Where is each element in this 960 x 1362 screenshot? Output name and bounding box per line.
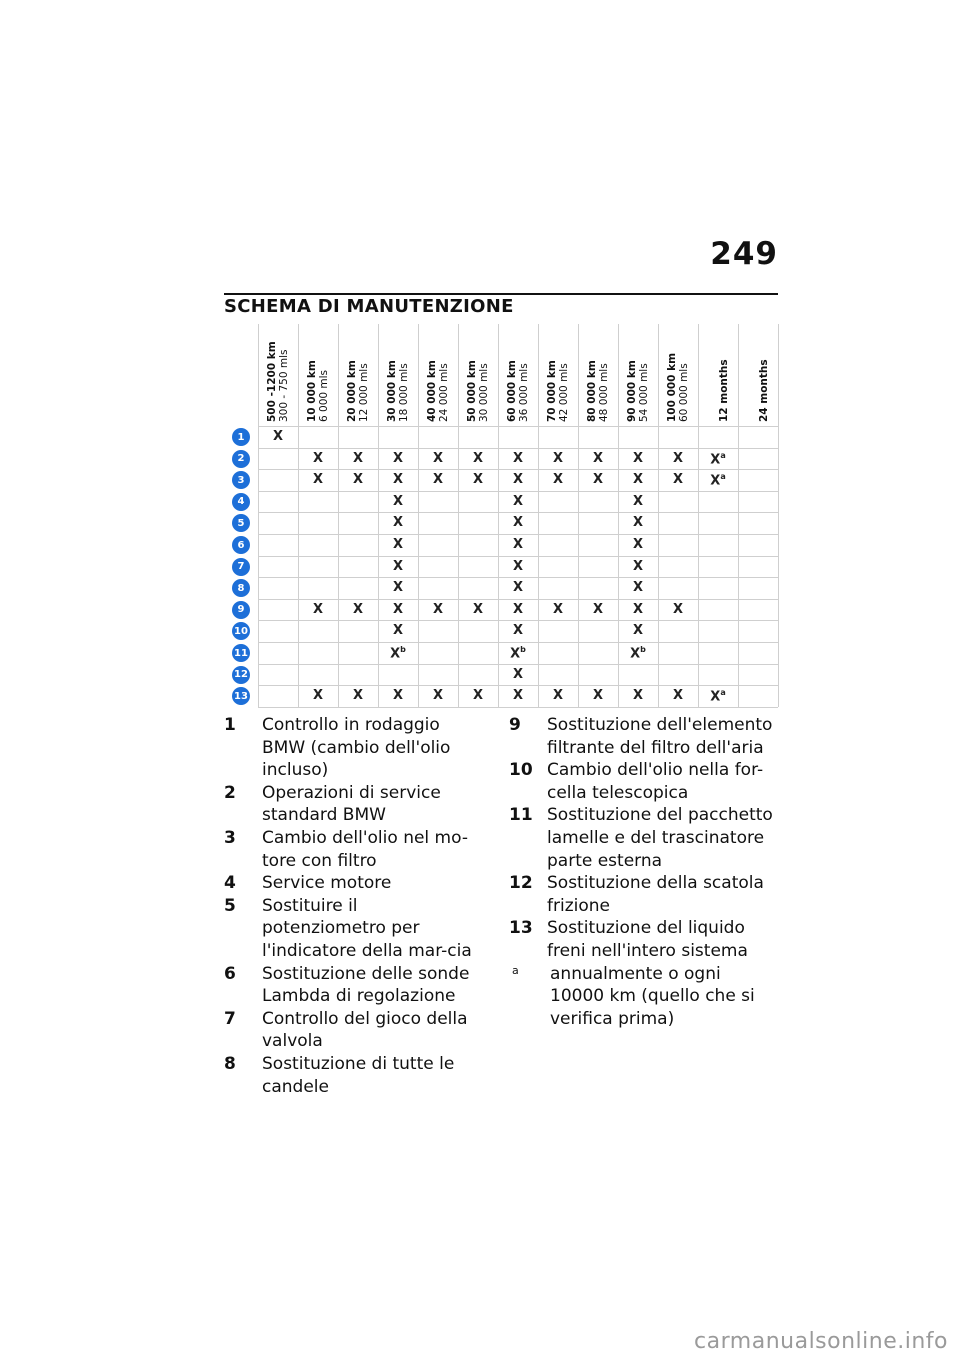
legend-item [224,895,486,963]
schedule-mark: X [512,688,524,704]
column-km: 90 000 km [626,360,638,422]
schedule-mark: X [392,515,404,531]
schedule-mark: X [392,580,404,596]
schedule-mark: X [432,601,444,617]
legend-item [224,782,486,827]
column-km: 70 000 km [546,360,558,422]
column-km: 80 000 km [586,360,598,422]
grid-line [578,324,579,707]
column-km: 24 months [758,359,770,422]
row-number-badge: 4 [232,493,250,511]
legend-number: 1 [224,715,236,735]
schedule-mark: X [632,472,644,488]
column-header [378,324,418,426]
schedule-mark: $X^b$ [510,645,526,662]
schedule-mark: X [392,558,404,574]
schedule-mark: X [472,688,484,704]
schedule-mark: X [392,601,404,617]
schedule-mark: $X^b$ [390,645,406,662]
legend-number: 6 [224,963,236,984]
schedule-mark: X [592,601,604,617]
schedule-mark: X [392,450,404,466]
schedule-mark: X [312,688,324,704]
column-header [658,324,698,426]
legend-text: Sostituzione della scatola frizione [547,873,764,916]
column-mls: 300 - 750 mls [278,349,290,422]
schedule-mark: X [512,558,524,574]
column-header [458,324,498,426]
schedule-mark: X [672,688,684,704]
schedule-mark: X [552,601,564,617]
legend-item [224,714,486,782]
legend-item [224,872,486,895]
legend-item [224,827,486,872]
schedule-mark: X [472,472,484,488]
column-mls: 36 000 mls [518,363,530,422]
legend-number: 10 [509,760,533,781]
column-header [498,324,538,426]
schedule-mark: X [632,537,644,552]
legend-text: Sostituzione di tutte le candele [262,1053,455,1097]
schedule-mark: X [512,450,524,466]
schedule-mark: $X^a$ [710,450,726,467]
column-header [418,324,458,426]
legend-left [224,714,486,1098]
legend-text: Service motore [262,873,392,894]
column-km: 50 000 km [466,360,478,422]
legend-number: 3 [224,827,236,848]
column-mls: 48 000 mls [598,363,610,422]
row-number-badge: 11 [232,644,250,662]
column-mls: 24 000 mls [438,363,450,422]
row-number-badge: 2 [232,450,250,468]
legend-number: 7 [224,1008,236,1029]
grid-line [778,324,779,707]
column-km: 12 months [718,359,730,422]
maintenance-table [224,324,780,708]
schedule-mark: X [512,623,524,639]
row-number-badge: 9 [232,601,250,619]
legend-number: 11 [509,805,533,826]
schedule-mark: X [512,580,524,596]
schedule-mark: X [472,450,484,466]
grid-line [258,512,778,513]
schedule-mark: X [672,601,684,617]
schedule-mark: X [512,537,524,552]
schedule-mark: X [592,688,604,704]
row-number-badge: 13 [232,687,250,705]
column-header [578,324,618,426]
legend-item [224,1008,486,1053]
schedule-mark: X [552,450,564,466]
legend-text: Operazioni di service standard BMW [262,782,441,826]
grid-line [258,685,778,686]
legend-text: Cambio dell'olio nel mo-tore con filtro [262,827,468,871]
legend-number: 4 [224,873,236,894]
schedule-mark: X [352,450,364,466]
column-header [698,324,738,426]
schedule-mark: $X^a$ [710,472,726,489]
schedule-mark: X [552,688,564,704]
legend-text: Sostituzione del liquido freni nell'intero sistema [547,918,748,961]
row-number-badge: 6 [232,536,250,554]
column-header [338,324,378,426]
row-number-badge: 7 [232,558,250,576]
schedule-mark: X [512,493,524,509]
schedule-mark: X [312,450,324,466]
grid-line [258,469,778,470]
watermark: carmanualsonline.info [694,1329,948,1354]
column-header [538,324,578,426]
column-km: 30 000 km [386,360,398,422]
column-mls: 12 000 mls [358,363,370,422]
legend-text: Sostituzione dell'elemento filtrante del filtro dell'aria [547,715,773,758]
schedule-mark: X [512,601,524,617]
legend-text: annualmente o ogni 10000 km (quello che si verifica prima) [550,963,755,1029]
legend-number: a [512,963,519,977]
grid-line [258,448,778,449]
schedule-mark: X [592,472,604,488]
column-mls: 6 000 mls [318,369,330,422]
row-number-badge: 8 [232,579,250,597]
legend-number: 13 [509,918,533,939]
column-header [618,324,658,426]
legend-text: Controllo in rodaggio BMW (cambio dell'olio incluso) [262,715,451,781]
schedule-mark: X [592,450,604,466]
legend-item [509,714,779,759]
column-km: 60 000 km [506,360,518,422]
schedule-mark: X [472,601,484,617]
grid-line [258,642,778,643]
schedule-mark: X [632,515,644,531]
schedule-mark: X [352,601,364,617]
schedule-mark: X [632,558,644,574]
legend-item [509,759,779,804]
schedule-mark: X [352,472,364,488]
column-header [738,324,778,426]
legend-text: Sostituire il potenziometro per l'indicatore della mar-cia [262,895,472,961]
legend-number: 5 [224,895,236,916]
grid-line [258,599,778,600]
legend-text: Sostituzione del pacchetto lamelle e del trascinatore parte esterna [547,805,773,871]
grid-line [338,324,339,707]
legend-text: Cambio dell'olio nella for-cella telescopica [547,760,764,803]
grid-line [418,324,419,707]
legend-item [509,804,779,872]
column-km: 40 000 km [426,360,438,422]
schedule-mark: X [392,537,404,552]
grid-line [658,324,659,707]
row-number-badge: 10 [232,622,250,640]
legend-item [509,917,779,962]
column-mls: 54 000 mls [638,363,650,422]
schedule-mark: X [632,601,644,617]
schedule-mark: X [312,472,324,488]
grid-line [458,324,459,707]
schedule-mark: X [632,450,644,466]
grid-line [538,324,539,707]
column-km: 10 000 km [306,360,318,422]
row-number-badge: 1 [232,428,250,446]
schedule-mark: X [512,515,524,531]
legend-number: 9 [509,715,521,735]
column-km: 100 000 km [666,352,678,422]
grid-line [258,426,778,427]
schedule-mark: X [392,688,404,704]
schedule-mark: X [392,623,404,639]
grid-line [258,707,778,708]
schedule-mark: X [512,666,524,682]
schedule-mark: $X^a$ [710,688,726,705]
column-mls: 18 000 mls [398,363,410,422]
grid-line [258,556,778,557]
column-header [298,324,338,426]
schedule-mark: X [632,623,644,639]
grid-line [258,534,778,535]
schedule-mark: $X^b$ [630,645,646,662]
column-header [258,324,298,426]
title-rule [224,293,778,295]
legend-item [224,1053,486,1098]
legend-item [509,872,779,917]
schedule-mark: X [432,472,444,488]
column-mls: 30 000 mls [478,363,490,422]
column-km: 20 000 km [346,360,358,422]
column-km: 500 -1200 km [266,341,278,422]
legend-text: Controllo del gioco della valvola [262,1008,468,1052]
legend-right [509,714,779,1030]
schedule-mark: X [672,450,684,466]
schedule-mark: X [632,688,644,704]
grid-line [298,324,299,707]
schedule-mark: X [512,472,524,488]
grid-line [258,664,778,665]
grid-line [258,620,778,621]
grid-line [258,491,778,492]
row-number-badge: 3 [232,471,250,489]
page-number: 249 [710,236,778,272]
schedule-mark: X [672,472,684,488]
schedule-mark: X [312,601,324,617]
legend-number: 2 [224,782,236,803]
schedule-mark: X [632,580,644,596]
schedule-mark: X [392,493,404,509]
column-mls: 42 000 mls [558,363,570,422]
legend-text: Sostituzione delle sonde Lambda di regolazione [262,963,470,1007]
schedule-mark: X [632,493,644,509]
section-title: SCHEMA DI MANUTENZIONE [224,296,514,317]
grid-line [698,324,699,707]
schedule-mark: X [352,688,364,704]
column-mls: 60 000 mls [678,363,690,422]
schedule-mark: X [432,450,444,466]
grid-line [258,324,259,707]
schedule-mark: X [432,688,444,704]
row-number-badge: 5 [232,514,250,532]
schedule-mark: X [272,429,284,444]
legend-item [224,963,486,1008]
legend-number: 12 [509,873,533,894]
schedule-mark: X [392,472,404,488]
legend-item [509,963,779,1031]
grid-line [738,324,739,707]
schedule-mark: X [552,472,564,488]
row-number-badge: 12 [232,666,250,684]
grid-line [258,577,778,578]
legend-number: 8 [224,1053,236,1074]
